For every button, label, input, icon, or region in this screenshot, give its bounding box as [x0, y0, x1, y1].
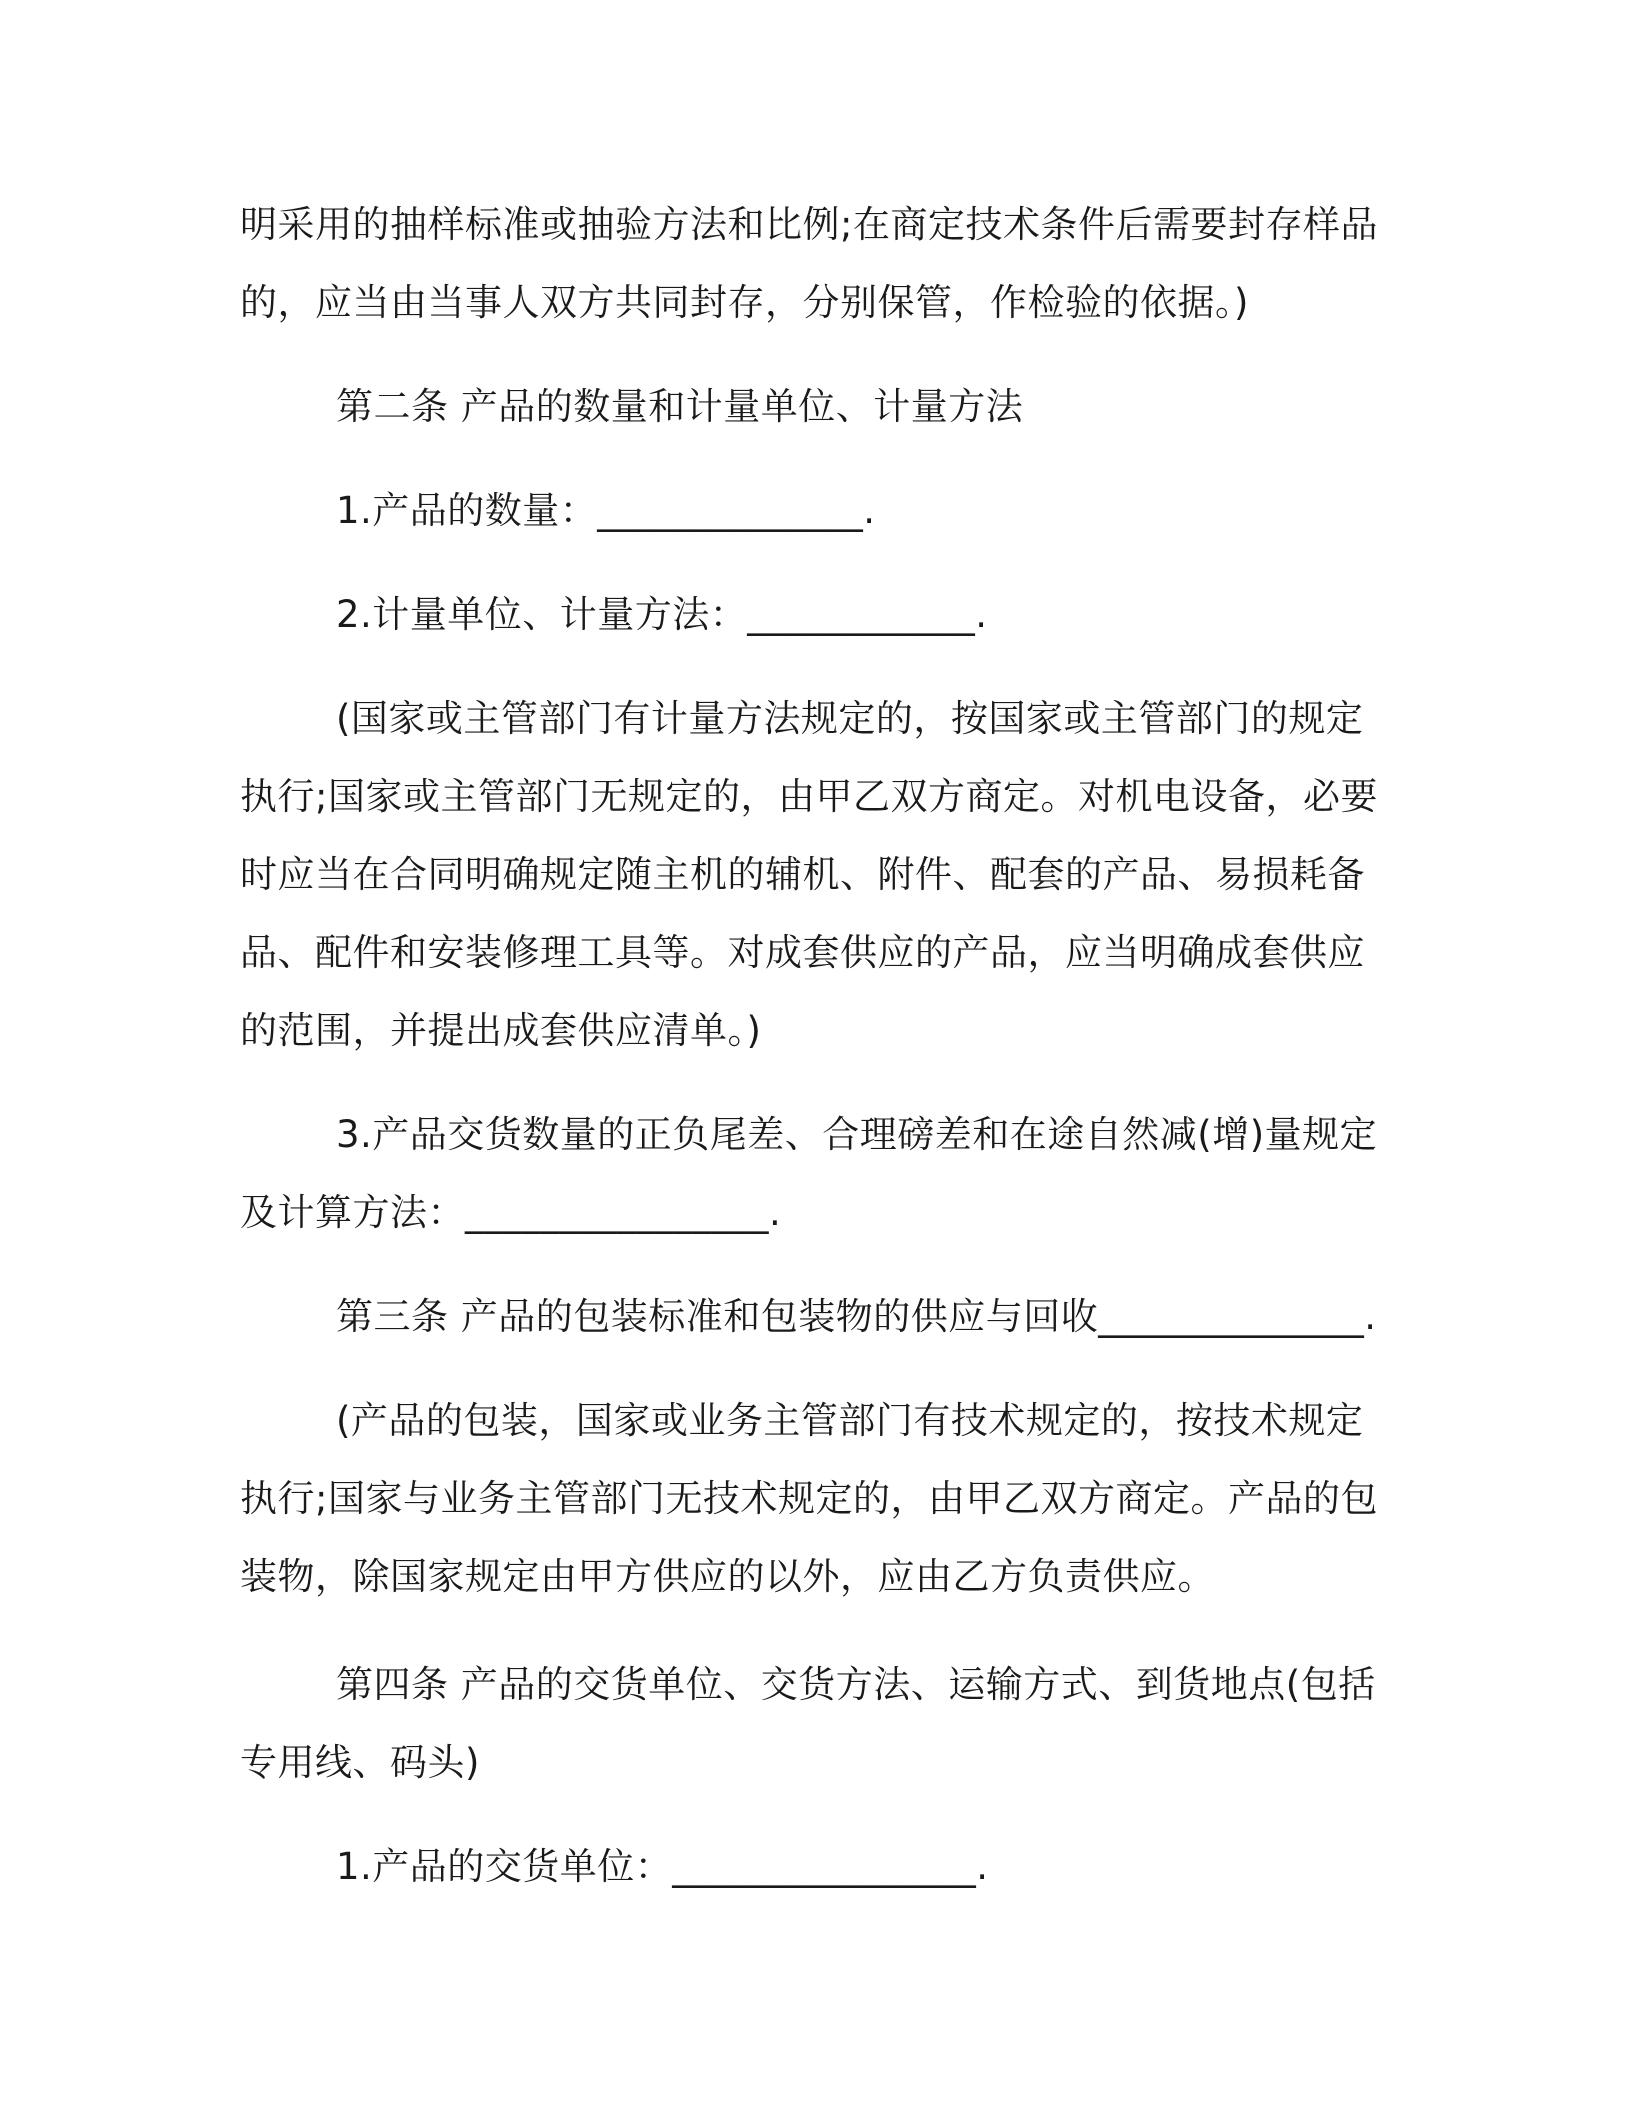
paragraph-sampling-continuation: 明采用的抽样标准或抽验方法和比例;在商定技术条件后需要封存样品的，应当由当事人双方共同封存，分别保管，作检验的依据。) [240, 203, 1378, 324]
article-3-heading: 第三条 产品的包装标准和包装物的供应与回收______________. [336, 1295, 1377, 1338]
article-4-heading: 第四条 产品的交货单位、交货方法、运输方式、到货地点(包括专用线、码头) [240, 1663, 1376, 1784]
article-2-heading: 第二条 产品的数量和计量单位、计量方法 [336, 385, 1024, 428]
document-body [240, 186, 1400, 1906]
product-quantity-line: 1.产品的数量：______________. [336, 489, 876, 532]
paragraph-packaging-notes: (产品的包装，国家或业务主管部门有技术规定的，按技术规定执行;国家与业务主管部门无技术规定的，由甲乙双方商定。产品的包装物，除国家规定由甲方供应的以外，应由乙方负责供应。 [240, 1399, 1378, 1598]
paragraph-measurement-notes: (国家或主管部门有计量方法规定的，按国家或主管部门的规定执行;国家或主管部门无规定的，由甲乙双方商定。对机电设备，必要时应当在合同明确规定随主机的辅机、附件、配套的产品、易损耗备品、配件和安装修理工具等。对成套供应的产品，应当明确成套供应的范围，并提出成套供应清单。) [240, 697, 1378, 1052]
delivery-unit-line: 1.产品的交货单位：________________. [336, 1845, 989, 1888]
measurement-unit-line: 2.计量单位、计量方法：____________. [336, 593, 988, 636]
delivery-quantity-tolerance-line: 3.产品交货数量的正负尾差、合理磅差和在途自然减(增)量规定及计算方法：________________. [240, 1113, 1378, 1234]
